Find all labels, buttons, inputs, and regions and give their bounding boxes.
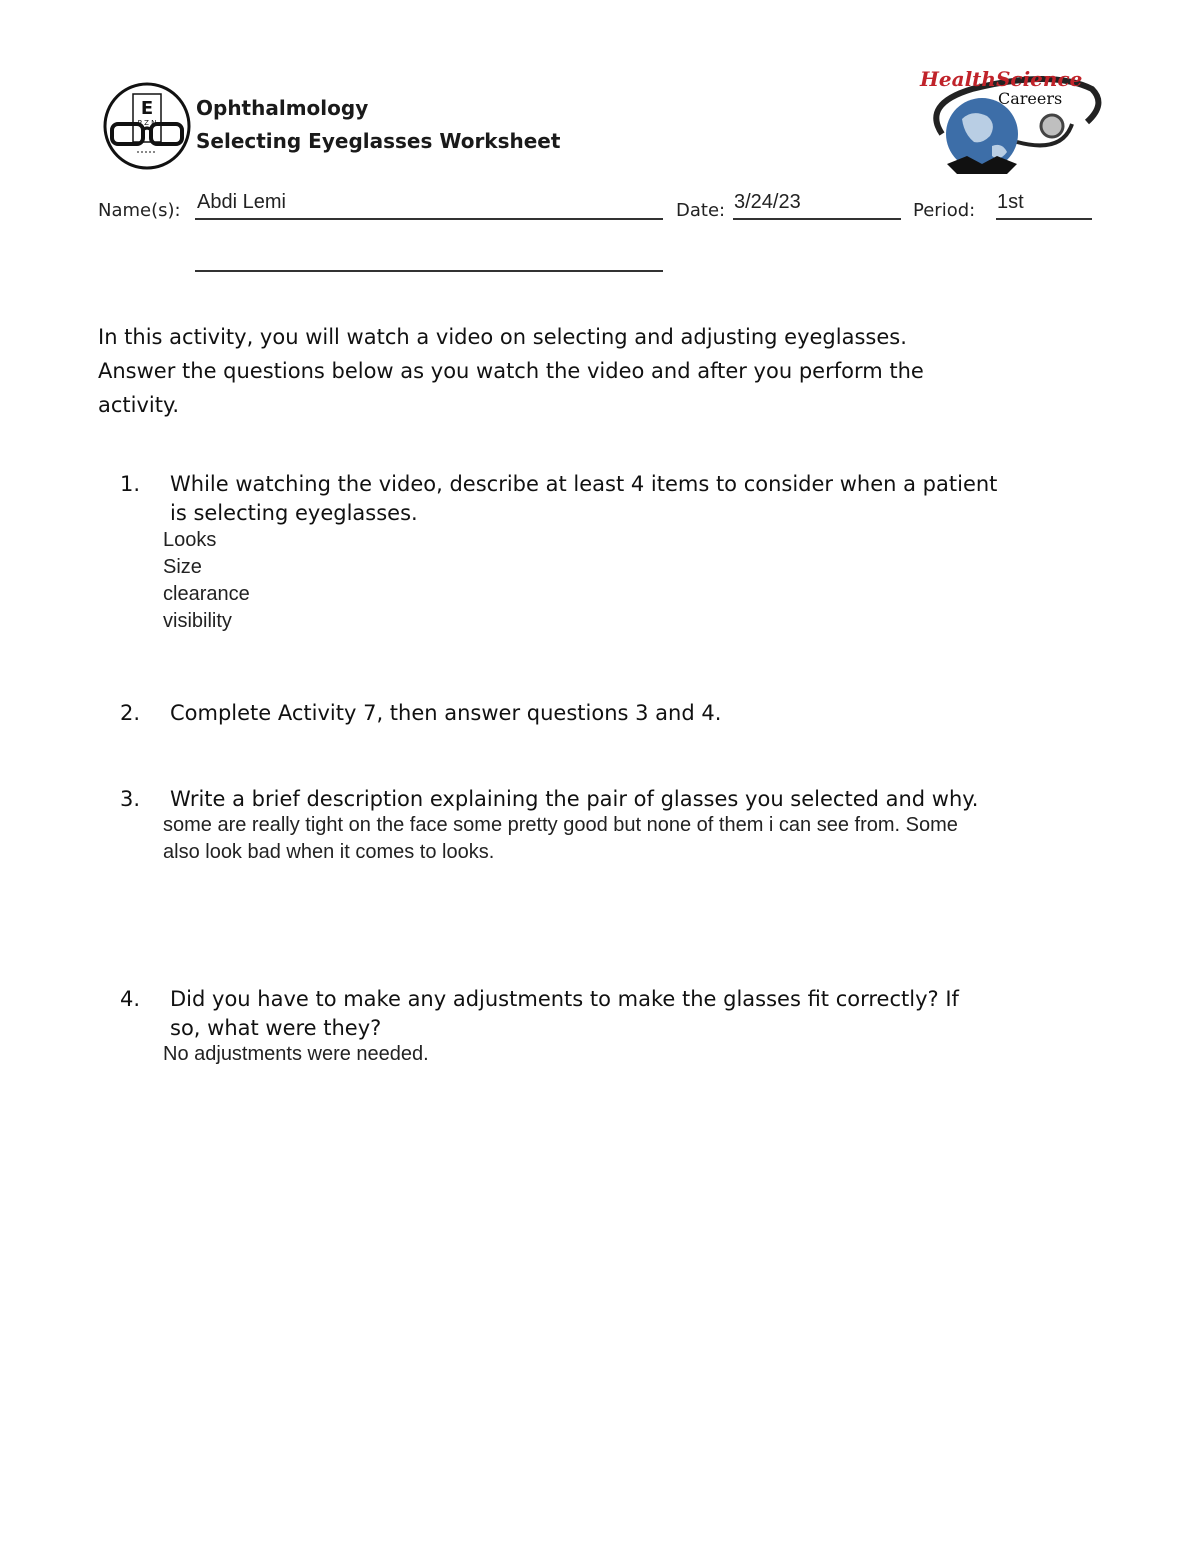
question-4-line-1: Did you have to make any adjustments to make the glasses fit correctly? If xyxy=(170,987,959,1011)
eye-chart-row: P Z N xyxy=(137,119,157,127)
question-3-line-1: Write a brief description explaining the pair of glasses you selected and why. xyxy=(170,787,979,811)
health-science-careers-logo xyxy=(912,64,1108,180)
eye-chart-letter: E xyxy=(140,98,154,119)
intro-line-2: Answer the questions below as you watch the video and after you perform the xyxy=(98,359,924,383)
answer-item: visibility xyxy=(163,610,232,632)
intro-line-3: activity. xyxy=(98,393,180,417)
answer-4-line-1: No adjustments were needed. xyxy=(163,1043,429,1065)
question-1-line-2: is selecting eyeglasses. xyxy=(170,501,418,525)
name-field-line-2[interactable] xyxy=(195,270,663,272)
period-value: 1st xyxy=(997,191,1024,213)
question-4-line-2: so, what were they? xyxy=(170,1016,382,1040)
answer-3-line-2: also look bad when it comes to looks. xyxy=(163,841,495,863)
name-label: Name(s): xyxy=(98,200,181,221)
answer-item: clearance xyxy=(163,583,250,605)
question-number: 1. xyxy=(120,472,141,496)
intro-line-1: In this activity, you will watch a video on selecting and adjusting eyeglasses. xyxy=(98,325,907,349)
stethoscope-icon xyxy=(1017,115,1072,145)
question-number: 3. xyxy=(120,787,141,811)
brand-careers: Careers xyxy=(998,89,1063,108)
question-number: 2. xyxy=(120,701,141,725)
brand-health-science: HealthScience xyxy=(920,67,1083,91)
worksheet-title: Selecting Eyeglasses Worksheet xyxy=(196,129,561,153)
period-label: Period: xyxy=(913,200,976,221)
subject-title: Ophthalmology xyxy=(196,96,369,120)
name-field-line-1[interactable] xyxy=(195,218,663,220)
answer-item: Size xyxy=(163,556,202,578)
question-2-line-1: Complete Activity 7, then answer questions 3 and 4. xyxy=(170,701,722,725)
name-value: Abdi Lemi xyxy=(197,191,286,213)
date-field-line[interactable] xyxy=(733,218,901,220)
period-field-line[interactable] xyxy=(996,218,1092,220)
answer-item: Looks xyxy=(163,529,217,551)
date-value: 3/24/23 xyxy=(734,191,801,213)
question-number: 4. xyxy=(120,987,141,1011)
eye-chart-logo xyxy=(103,82,191,170)
date-label: Date: xyxy=(676,200,726,221)
question-1-line-1: While watching the video, describe at least 4 items to consider when a patient xyxy=(170,472,998,496)
answer-3-line-1: some are really tight on the face some pretty good but none of them i can see from. Some xyxy=(163,814,958,836)
